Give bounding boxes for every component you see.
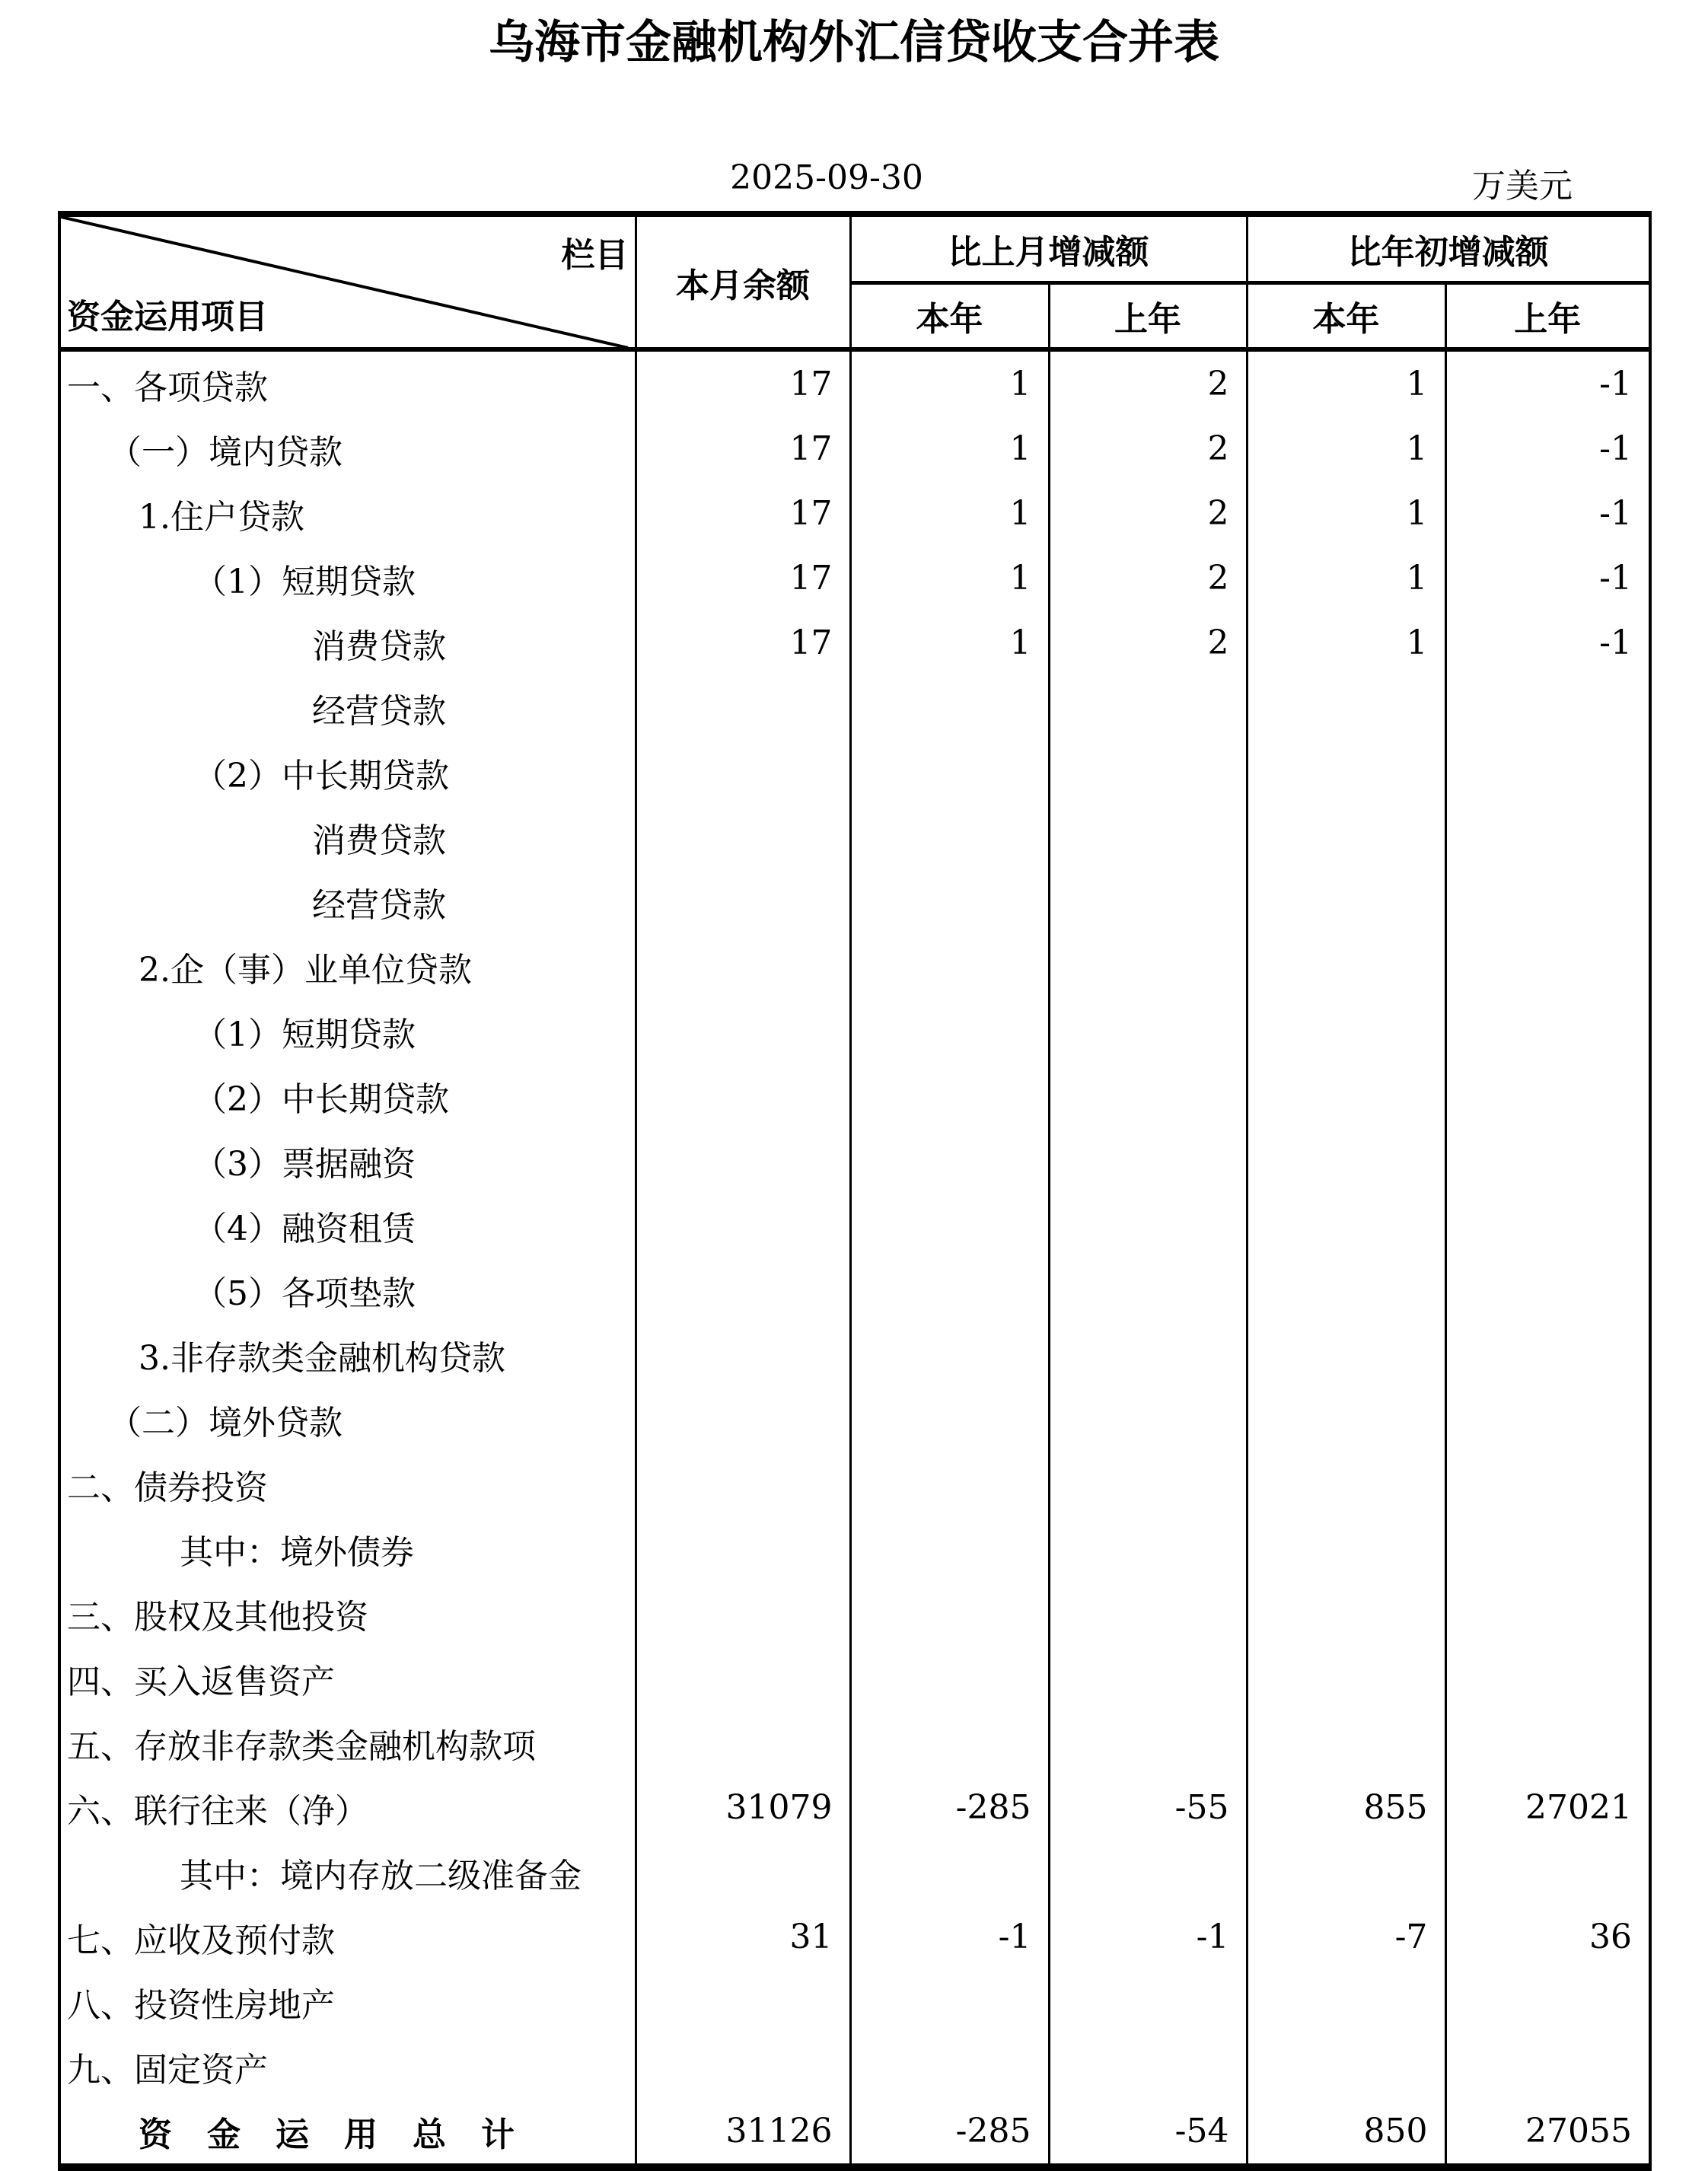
value-cell: 36 (1445, 1905, 1650, 1969)
value-cell (1049, 1581, 1247, 1646)
value-cell: 1 (1247, 481, 1445, 546)
value-cell (1049, 805, 1247, 869)
table-row (59, 481, 1650, 546)
value-cell (1445, 675, 1650, 740)
row-label: 其中：境外债券 (59, 1516, 636, 1581)
value-cell: 31079 (636, 1775, 850, 1840)
table-row (59, 1581, 1650, 1646)
value-cell (1049, 1258, 1247, 1322)
row-label: （2）中长期贷款 (59, 740, 636, 805)
value-cell: 2 (1049, 546, 1247, 610)
value-cell (636, 1581, 850, 1646)
row-label: （3）票据融资 (59, 1128, 636, 1193)
value-cell: -285 (850, 2099, 1049, 2167)
table-row (59, 740, 1650, 805)
value-cell: 17 (636, 610, 850, 675)
value-cell (1247, 805, 1445, 869)
row-label: 七、应收及预付款 (59, 1905, 636, 1969)
value-cell (1049, 740, 1247, 805)
value-cell (850, 1840, 1049, 1905)
value-cell (1445, 1710, 1650, 1775)
table-row (59, 999, 1650, 1063)
value-cell (1049, 1452, 1247, 1516)
table-row (59, 1710, 1650, 1775)
value-cell (1247, 1710, 1445, 1775)
row-label: 一、各项贷款 (59, 349, 636, 416)
value-cell (636, 999, 850, 1063)
value-cell (1445, 1193, 1650, 1258)
row-label: 四、买入返售资产 (59, 1646, 636, 1710)
value-cell (1445, 1646, 1650, 1710)
value-cell (850, 1646, 1049, 1710)
value-cell (636, 1452, 850, 1516)
value-cell (636, 1969, 850, 2034)
report-title: 乌海市金融机构外汇信贷收支合并表 (489, 16, 1219, 69)
value-cell (1247, 2034, 1445, 2099)
value-cell (1247, 1063, 1445, 1128)
table-row (59, 349, 1650, 416)
value-cell: -1 (850, 1905, 1049, 1969)
table-row (59, 610, 1650, 675)
table-row (59, 1969, 1650, 2034)
value-cell (1247, 1258, 1445, 1322)
value-cell (1049, 1128, 1247, 1193)
row-label: 三、股权及其他投资 (59, 1581, 636, 1646)
value-cell (636, 1322, 850, 1387)
value-cell (850, 1193, 1049, 1258)
table-row (59, 934, 1650, 999)
value-cell: 1 (1247, 349, 1445, 416)
value-cell (636, 740, 850, 805)
table-row (59, 1258, 1650, 1322)
row-label: 经营贷款 (59, 869, 636, 934)
value-cell (1445, 1063, 1650, 1128)
value-cell (1247, 1452, 1445, 1516)
value-cell (850, 1128, 1049, 1193)
value-cell (850, 1322, 1049, 1387)
value-cell (1445, 1452, 1650, 1516)
value-cell: 1 (850, 349, 1049, 416)
header-vs-year-start: 比年初增减额 (1247, 214, 1650, 283)
value-cell (1049, 1063, 1247, 1128)
value-cell: 31126 (636, 2099, 850, 2167)
row-label: 消费贷款 (59, 610, 636, 675)
value-cell (1049, 999, 1247, 1063)
value-cell (1049, 1646, 1247, 1710)
value-cell (1445, 2034, 1650, 2099)
value-cell (1049, 1322, 1247, 1387)
value-cell (1445, 934, 1650, 999)
value-cell (1445, 1387, 1650, 1452)
value-cell (1049, 934, 1247, 999)
value-cell (1247, 740, 1445, 805)
value-cell (1445, 1581, 1650, 1646)
value-cell (1247, 1840, 1445, 1905)
report-table (58, 211, 1652, 2171)
value-cell (850, 934, 1049, 999)
header-ytd-this-year: 本年 (1247, 283, 1445, 350)
value-cell: 17 (636, 546, 850, 610)
value-cell (1247, 1322, 1445, 1387)
value-cell (850, 1710, 1049, 1775)
value-cell (636, 934, 850, 999)
row-label: 九、固定资产 (59, 2034, 636, 2099)
report-date: 2025-09-30 (730, 158, 923, 197)
value-cell (636, 675, 850, 740)
value-cell (636, 805, 850, 869)
value-cell (1049, 1387, 1247, 1452)
value-cell (1445, 1128, 1650, 1193)
value-cell: -1 (1445, 416, 1650, 481)
header-balance: 本月余额 (636, 214, 850, 349)
table-row (59, 1128, 1650, 1193)
value-cell (1445, 1840, 1650, 1905)
value-cell: 1 (1247, 546, 1445, 610)
value-cell (1445, 740, 1650, 805)
table-row (59, 1646, 1650, 1710)
table-row (59, 1840, 1650, 1905)
value-cell (1247, 1646, 1445, 1710)
currency-unit: 万美元 (1472, 167, 1573, 206)
row-label: （2）中长期贷款 (59, 1063, 636, 1128)
value-cell (850, 1452, 1049, 1516)
value-cell (1247, 675, 1445, 740)
value-cell: -1 (1445, 546, 1650, 610)
value-cell (850, 805, 1049, 869)
table-row (59, 546, 1650, 610)
table-row (59, 1322, 1650, 1387)
value-cell: -55 (1049, 1775, 1247, 1840)
value-cell (636, 1128, 850, 1193)
value-cell (1049, 1840, 1247, 1905)
value-cell: 17 (636, 416, 850, 481)
value-cell: -1 (1445, 349, 1650, 416)
row-label: 经营贷款 (59, 675, 636, 740)
value-cell (1445, 869, 1650, 934)
value-cell: 2 (1049, 416, 1247, 481)
value-cell (850, 1258, 1049, 1322)
value-cell: 855 (1247, 1775, 1445, 1840)
row-label: 五、存放非存款类金融机构款项 (59, 1710, 636, 1775)
value-cell: 2 (1049, 481, 1247, 546)
value-cell (1049, 1969, 1247, 2034)
value-cell: 1 (1247, 416, 1445, 481)
value-cell: -1 (1445, 481, 1650, 546)
table-row (59, 1387, 1650, 1452)
value-cell (636, 869, 850, 934)
value-cell (850, 675, 1049, 740)
value-cell (1445, 1969, 1650, 2034)
value-cell: 1 (1247, 610, 1445, 675)
value-cell: -1 (1445, 610, 1650, 675)
value-cell (1247, 1128, 1445, 1193)
value-cell (636, 1710, 850, 1775)
value-cell (850, 1516, 1049, 1581)
table-row (59, 2099, 1650, 2167)
row-label: （1）短期贷款 (59, 999, 636, 1063)
column-label: 栏目 (561, 236, 629, 275)
value-cell (636, 1063, 850, 1128)
value-cell (850, 1969, 1049, 2034)
value-cell: 850 (1247, 2099, 1445, 2167)
value-cell (1445, 1322, 1650, 1387)
value-cell (1247, 869, 1445, 934)
value-cell: 1 (850, 546, 1049, 610)
value-cell (636, 1193, 850, 1258)
value-cell (1247, 934, 1445, 999)
header-month-last-year: 上年 (1049, 283, 1247, 350)
value-cell (850, 1387, 1049, 1452)
row-label: 六、联行往来（净） (59, 1775, 636, 1840)
row-label: 1.住户贷款 (59, 481, 636, 546)
table-row (59, 869, 1650, 934)
value-cell (636, 1516, 850, 1581)
row-label: 3.非存款类金融机构贷款 (59, 1322, 636, 1387)
value-cell (850, 740, 1049, 805)
value-cell: 2 (1049, 349, 1247, 416)
value-cell (850, 2034, 1049, 2099)
value-cell (850, 869, 1049, 934)
value-cell: 1 (850, 416, 1049, 481)
value-cell: -54 (1049, 2099, 1247, 2167)
value-cell: 17 (636, 349, 850, 416)
table-row (59, 416, 1650, 481)
value-cell (1049, 1710, 1247, 1775)
value-cell (1049, 2034, 1247, 2099)
value-cell (1445, 805, 1650, 869)
row-label: （5）各项垫款 (59, 1258, 636, 1322)
value-cell (1445, 999, 1650, 1063)
table-row (59, 1452, 1650, 1516)
value-cell (1049, 1193, 1247, 1258)
value-cell: 17 (636, 481, 850, 546)
value-cell: -7 (1247, 1905, 1445, 1969)
value-cell (1049, 1516, 1247, 1581)
value-cell (636, 1387, 850, 1452)
value-cell: 1 (850, 481, 1049, 546)
value-cell (1247, 999, 1445, 1063)
value-cell: -285 (850, 1775, 1049, 1840)
value-cell (850, 1063, 1049, 1128)
row-label: 八、投资性房地产 (59, 1969, 636, 2034)
table-row (59, 1193, 1650, 1258)
value-cell (1049, 869, 1247, 934)
value-cell: 27055 (1445, 2099, 1650, 2167)
corner-header-cell (59, 214, 636, 349)
row-label: 二、债券投资 (59, 1452, 636, 1516)
value-cell (636, 1646, 850, 1710)
header-vs-last-month: 比上月增减额 (850, 214, 1247, 283)
value-cell: -1 (1049, 1905, 1247, 1969)
value-cell (1247, 1516, 1445, 1581)
value-cell (1247, 1969, 1445, 2034)
table-row (59, 1775, 1650, 1840)
row-label: （一）境内贷款 (59, 416, 636, 481)
header-month-this-year: 本年 (850, 283, 1049, 350)
table-row (59, 1063, 1650, 1128)
value-cell (1247, 1387, 1445, 1452)
value-cell (636, 2034, 850, 2099)
value-cell (1049, 675, 1247, 740)
table-row (59, 675, 1650, 740)
row-label: 资金运用项目 (67, 298, 268, 336)
row-label: （4）融资租赁 (59, 1193, 636, 1258)
value-cell (850, 1581, 1049, 1646)
table-row (59, 805, 1650, 869)
row-label: 资金运用总计 (59, 2099, 636, 2167)
value-cell: 27021 (1445, 1775, 1650, 1840)
value-cell (850, 999, 1049, 1063)
value-cell: 2 (1049, 610, 1247, 675)
value-cell (636, 1258, 850, 1322)
value-cell: 31 (636, 1905, 850, 1969)
value-cell (1247, 1581, 1445, 1646)
value-cell: 1 (850, 610, 1049, 675)
table-row (59, 1905, 1650, 1969)
row-label: 2.企（事）业单位贷款 (59, 934, 636, 999)
row-label: （二）境外贷款 (59, 1387, 636, 1452)
row-label: 其中：境内存放二级准备金 (59, 1840, 636, 1905)
row-label: （1）短期贷款 (59, 546, 636, 610)
header-ytd-last-year: 上年 (1445, 283, 1650, 350)
table-row (59, 1516, 1650, 1581)
table-row (59, 2034, 1650, 2099)
value-cell (1445, 1258, 1650, 1322)
value-cell (636, 1840, 850, 1905)
row-label: 消费贷款 (59, 805, 636, 869)
value-cell (1445, 1516, 1650, 1581)
value-cell (1247, 1193, 1445, 1258)
